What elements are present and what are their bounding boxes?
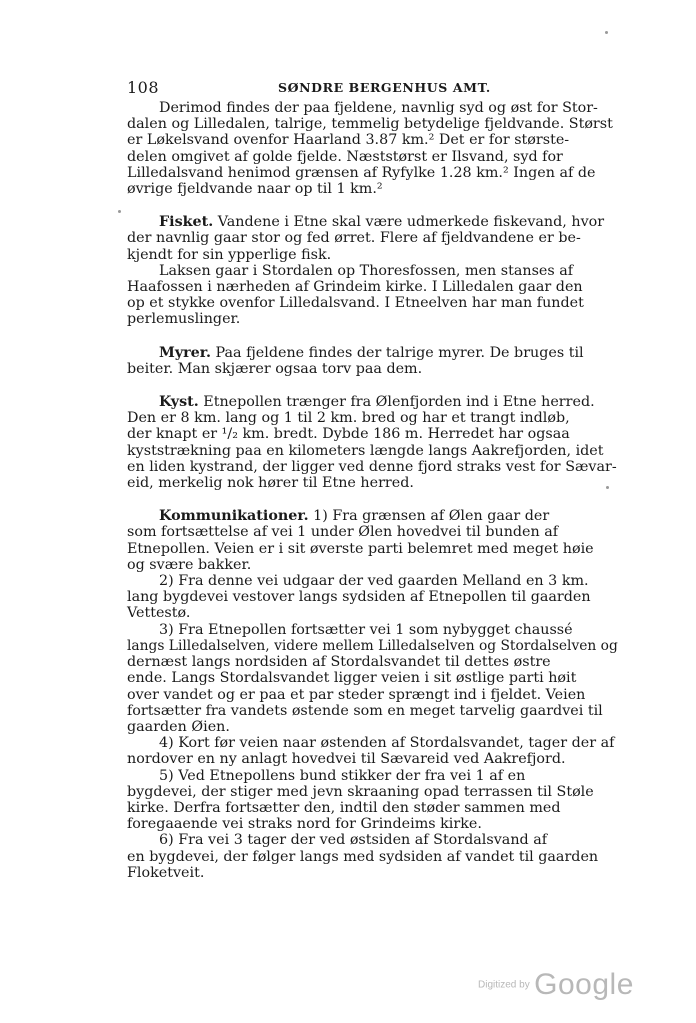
text-line [127, 524, 618, 540]
line-text: kyststrækning paa en kilometers længde langs Aakrefjorden, idet [127, 442, 604, 459]
line-text: nordover en ny anlagt hovedvei til Sævareid ved Aakrefjord. [127, 751, 566, 768]
line-text: som fortsættelse af vei 1 under Ølen hovedvei til bunden af [127, 524, 559, 541]
line-text: Vandene i Etne skal være udmerkede fiskevand, hvor [213, 214, 605, 231]
text-line [127, 345, 618, 361]
text-line [127, 800, 618, 816]
section-heading: Myrer. [159, 344, 211, 361]
paragraph [127, 735, 618, 767]
line-text: der navnlig gaar stor og fed ørret. Flere af fjeldvandene er be- [127, 230, 581, 247]
paragraph-gap [127, 197, 618, 214]
line-text: 4) Kort før veien naar østenden af Stordalsvandet, tager der af [159, 735, 615, 752]
line-text: der knapt er ¹/₂ km. bredt. Dybde 186 m. Herredet har ogsaa [127, 426, 570, 443]
text-line [127, 426, 618, 442]
line-text: 5) Ved Etnepollens bund stikker der fra vei 1 af en [159, 767, 526, 784]
line-text: Vettestø. [127, 605, 191, 622]
text-line [127, 735, 618, 751]
text-line [127, 605, 618, 621]
text-line [127, 573, 618, 589]
text-line [127, 508, 618, 524]
page-number: 108 [127, 78, 160, 97]
line-text: Lilledalsvand henimod grænsen af Ryfylke 1.28 km.² Ingen af de [127, 164, 596, 181]
line-text: 6) Fra vei 3 tager der ved østsiden af Stordalsvand af [159, 832, 548, 849]
line-text: lang bygdevei vestover langs sydsiden af Etnepollen til gaarden [127, 589, 591, 606]
paragraph [127, 394, 618, 491]
text-line [127, 849, 618, 865]
line-text: Etnepollen. Veien er i sit øverste parti belemret med meget høie [127, 540, 594, 557]
paragraph-gap [127, 377, 618, 394]
paragraph [127, 622, 618, 735]
watermark-prefix: Digitized by [478, 979, 530, 991]
paragraph [127, 345, 618, 377]
section-heading: Kommunikationer. [159, 508, 309, 525]
section-heading: Kyst. [159, 394, 199, 411]
text-line [127, 311, 618, 327]
text-line [127, 214, 618, 230]
line-text: er Løkelsvand ovenfor Haarland 3.87 km.² Det er for største- [127, 132, 570, 149]
line-text: perlemuslinger. [127, 311, 241, 328]
body-text [127, 100, 618, 881]
scan-speck [605, 31, 608, 34]
text-line [127, 703, 618, 719]
text-line [127, 116, 618, 132]
line-text: fortsætter fra vandets østende som en meget tarvelig gaardvei til [127, 702, 603, 719]
text-line [127, 149, 618, 165]
line-text: dernæst langs nordsiden af Stordalsvandet til dettes østre [127, 654, 551, 671]
text-line [127, 768, 618, 784]
text-line [127, 165, 618, 181]
paragraph [127, 508, 618, 573]
text-line [127, 751, 618, 767]
line-text: langs Lilledalselven, videre mellem Lilledalselven og Stordalselven og [127, 637, 618, 654]
text-line [127, 295, 618, 311]
section-heading: Fisket. [159, 214, 214, 231]
text-line [127, 410, 618, 426]
paragraph-gap [127, 491, 618, 508]
line-text: Derimod findes der paa fjeldene, navnlig syd og øst for Stor- [159, 100, 598, 116]
line-text: kirke. Derfra fortsætter den, indtil den støder sammen med [127, 799, 561, 816]
text-line [127, 622, 618, 638]
line-text: op et stykke ovenfor Lilledalsvand. I Etneelven har man fundet [127, 295, 584, 312]
line-text: eid, merkelig nok hører til Etne herred. [127, 475, 414, 492]
text-line [127, 181, 618, 197]
line-text: kjendt for sin ypperlige fisk. [127, 246, 332, 263]
text-line [127, 637, 618, 654]
line-text: ende. Langs Stordalsvandet ligger veien i sit østlige parti høit [127, 670, 577, 687]
text-line [127, 865, 618, 881]
line-text: over vandet og er paa et par steder sprængt ind i fjeldet. Veien [127, 686, 586, 703]
text-line [127, 100, 618, 116]
watermark-brand: Google [534, 968, 634, 1001]
line-text: 3) Fra Etnepollen fortsætter vei 1 som nybygget chaussé [159, 621, 573, 638]
scan-speck [118, 210, 121, 213]
text-line [127, 247, 618, 263]
line-text: dalen og Lilledalen, talrige, temmelig betydelige fjeldvande. Størst [127, 116, 613, 133]
text-line [127, 443, 618, 459]
running-head: SØNDRE BERGENHUS AMT. [278, 80, 491, 95]
paragraph [127, 263, 618, 328]
text-line [127, 589, 618, 605]
line-text: foregaaende vei straks nord for Grindeims kirke. [127, 816, 482, 833]
google-watermark [478, 968, 634, 1002]
line-text: 2) Fra denne vei udgaar der ved gaarden Melland en 3 km. [159, 573, 589, 590]
text-line [127, 670, 618, 686]
text-line [127, 816, 618, 832]
text-line [127, 687, 618, 703]
line-text: Floketveit. [127, 864, 205, 881]
line-text: Den er 8 km. lang og 1 til 2 km. bred og har et trangt indløb, [127, 410, 570, 427]
line-text: Paa fjeldene findes der talrige myrer. De bruges til [210, 344, 584, 361]
text-line [127, 394, 618, 410]
text-line [127, 263, 618, 279]
line-text: 1) Fra grænsen af Ølen gaar der [308, 508, 550, 525]
paragraph [127, 768, 618, 833]
paragraph [127, 214, 618, 263]
line-text: øvrige fjeldvande naar op til 1 km.² [127, 181, 383, 198]
text-line [127, 784, 618, 800]
line-text: Laksen gaar i Stordalen op Thoresfossen, men stanses af [159, 262, 574, 279]
line-text: og svære bakker. [127, 556, 252, 573]
text-line [127, 719, 618, 735]
paragraph [127, 100, 618, 197]
line-text: bygdevei, der stiger med jevn skraaning opad terrassen til Støle [127, 783, 594, 800]
line-text: beiter. Man skjærer ogsaa torv paa dem. [127, 360, 423, 377]
text-line [127, 459, 618, 475]
text-line [127, 654, 618, 670]
text-line [127, 541, 618, 557]
line-text: delen omgivet af golde fjelde. Næststørst er Ilsvand, syd for [127, 148, 563, 165]
line-text: Haafossen i nærheden af Grindeim kirke. I Lilledalen gaar den [127, 279, 583, 296]
text-line [127, 279, 618, 295]
text-line [127, 361, 618, 377]
paragraph-gap [127, 328, 618, 345]
paragraph [127, 832, 618, 881]
line-text: Etnepollen trænger fra Ølenfjorden ind i Etne herred. [198, 394, 595, 411]
text-line [127, 557, 618, 573]
text-line [127, 832, 618, 848]
paragraph [127, 573, 618, 622]
scan-speck [606, 486, 609, 489]
text-line [127, 475, 618, 491]
text-line [127, 132, 618, 148]
text-line [127, 230, 618, 246]
line-text: gaarden Øien. [127, 718, 230, 735]
line-text: en bygdevei, der følger langs med sydsiden af vandet til gaarden [127, 848, 599, 865]
line-text: en liden kystrand, der ligger ved denne fjord straks vest for Sævar- [127, 458, 617, 475]
